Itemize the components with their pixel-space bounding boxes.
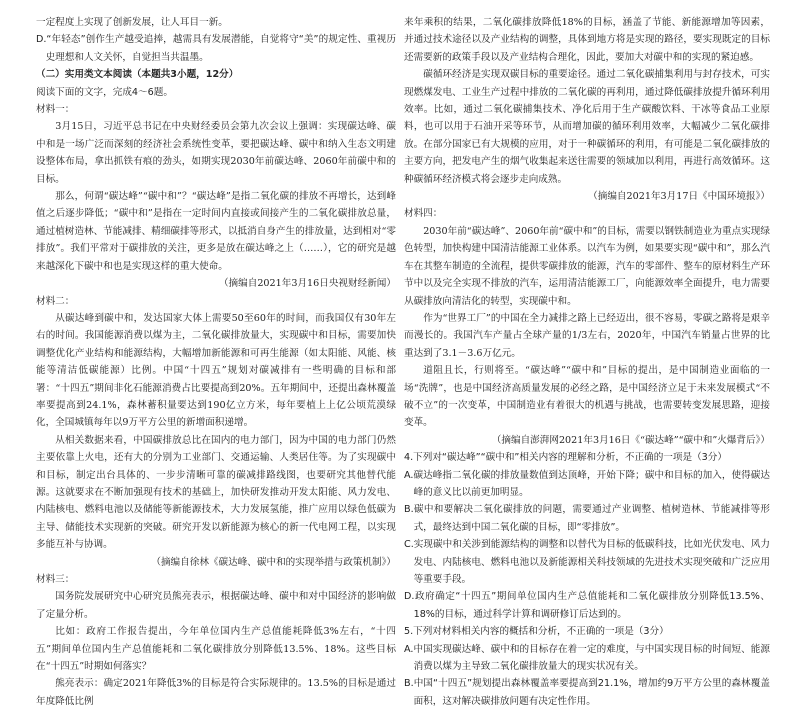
left-paragraph-7: （摘编自2021年3月16日央视财经新闻） xyxy=(218,278,396,290)
right-paragraph-9: A.碳达峰指二氧化碳的排放量数值到达顶峰，开始下降；碳中和目标的加入，使得碳达峰的意义比以前更加明显。 xyxy=(404,469,770,498)
right-paragraph-14: A.中国实现碳达峰、碳中和的目标存在着一定的难度，与中国实现目标的时间短、能源消费以煤为主导致二氧化碳排放量大的现实状况有关。 xyxy=(404,643,770,673)
left-paragraph-1: D.“年轻态”创作生产越受追捧，越需具有发展潜能，自觉将守“美”的规定性、重视历史理想和人文关怀，自觉担当共温墨。 xyxy=(36,34,396,63)
left-paragraph-9: 从碳达峰到碳中和，发达国家大体上需要50至60年的时间，而我国仅有30年左右的时间。我国能源消费以煤为主，二氧化碳排放量大，实现碳中和目标，需要加快调整优化产业结构和能源结构，大幅增加新能源和可再生能源（如太阳能、风能、核能等清洁低碳能源）比例。中国“十四五”规划对碳减排有一些明确的目标和部署：“十四五”期间非化石能源消费占比要提高到20%。五年期间中，还提出森林覆盖率要提高到24.1%，森林蓄积量要达到190亿立方米，每年要植上上亿公顷荒漠绿化，全国城镇每年以9万平方公里的新增面积递增。 xyxy=(36,312,396,429)
right-paragraph-4: 2030年前“碳达峰”、2060年前“碳中和”的目标，需要以钢铁制造业为重点实现绿色转型，加快构建中国清洁能源工业体系。以汽车为例，如果要实现“碳中和”，那么汽车在其整车制造的全流程，提供零碳排放的能源，汽车的零部件、整车的原材料生产环节中以及完全实现不排放的汽车，运用清洁能源工厂，向能源效率全面提升，电力需要从碳排放向清洁化的转型，实现碳中和。 xyxy=(404,225,770,307)
right-column xyxy=(404,14,770,710)
left-column xyxy=(36,14,396,710)
left-paragraph-4: 材料一： xyxy=(36,104,75,116)
left-paragraph-13: 国务院发展研究中心研究员熊亮表示，根据碳达峰、碳中和对中国经济的影响做了定量分析。 xyxy=(36,591,396,620)
right-paragraph-11: C.实现碳中和关涉到能源结构的调整和以替代为目标的低碳科技，比如光伏发电、风力发电、内陆核电、燃料电池以及新能源相关科技领域的先进技术实现突破和广泛应用等重要手段。 xyxy=(404,539,770,585)
left-paragraph-8: 材料二： xyxy=(36,295,75,307)
left-paragraph-6: 那么，何谓“碳达峰”“碳中和”？“碳达峰”是指二氧化碳的排放不再增长，达到峰值之后逐步降低；“碳中和”是指在一定时间内直接或间接产生的二氧化碳排放总量，通过植树造林、节能减排、精细碳排等形式，以抵消自身产生的排放量，达到相对“零排放”。我们平常对于碳排放的关注，更多是放在碳达峰之上（……），它的研究是越来越深化下碳中和也是实现这样的重大使命。 xyxy=(36,191,396,272)
left-paragraph-3: 阅读下面的文字，完成4～6题。 xyxy=(36,86,173,98)
right-paragraph-2: （摘编自2021年3月17日《中国环境报》） xyxy=(588,191,770,203)
right-paragraph-7: （摘编自澎湃网2021年3月16日《“碳达峰”“碳中和”火爆背后》） xyxy=(491,434,770,446)
left-paragraph-11: （摘编自徐林《碳达峰、碳中和的实现举措与政策机制》） xyxy=(151,556,396,568)
right-paragraph-8: 4.下列对“碳达峰”“碳中和”相关内容的理解和分析，不正确的一项是（3分） xyxy=(404,452,727,464)
right-paragraph-5: 作为“世界工厂”的中国在全力减排之路上已经迈出，很不容易，零碳之路将是艰辛而漫长的。我国汽车产量占全球产量的1/3左右，2020年，中国汽车销量占世界的比重达到了3.1－3.6万亿元。 xyxy=(404,312,770,359)
left-paragraph-15: 熊亮表示：确定2021年降低3%的目标是符合实际规律的。13.5%的目标是通过年度降低比例 xyxy=(36,678,396,707)
right-paragraph-15: B.中国“十四五”规划提出森林覆盖率要提高到21.1%，增加约9万平方公里的森林覆盖面积，这对解决碳排放问题有决定性作用。 xyxy=(404,678,770,707)
right-paragraph-6: 道阻且长，行则将至。“碳达峰”“碳中和”目标的提出，是中国制造业面临的一场“洗牌”，也是中国经济高质量发展的必经之路，是中国经济立足于未来发展模式“不破不立”的一次变革，中国制造业有着很大的机遇与挑战，也需要转变发展思路，迎接变革。 xyxy=(404,365,770,429)
right-paragraph-0: 来年乘积的结果，二氧化碳排放降低18%的目标，涵盖了节能、新能源增加等因素，并通过技术途径以及产业结构的调整，具体到地方将是实现的路径，要实现既定的目标还需要新的政策手段以及产业结构合理化，因此，要加大对碳中和的实现的紧迫感。 xyxy=(404,17,770,63)
left-paragraph-14: 比如：政府工作报告提出，今年单位国内生产总值能耗降低3%左右，“十四五”期间单位国内生产总值能耗和二氧化碳排放分别降低13.5%、18%。这些目标在“十四五”时期如何落实？ xyxy=(36,626,396,673)
left-paragraph-10: 从相关数据来看，中国碳排放总比在国内的电力部门，因为中国的电力部门仍然主要依靠上火电，还有大的分别为工业部门、交通运输、人类居住等。为了实现碳中和目标，制定出台具体的、一步步清晰可靠的碳减排路线图，也要研究其他替代能源。这就要求在不断加强现有技术的基础上，加快研发推动开发太阳能、风力发电、内陆核电、燃料电池以及储能等新能源技术，大力发展氢能，推广应用以绿色低碳为主导、储能技术实现新的突破。研究开发以新能源为核心的新一代电网工程，以实现多能互补与协调。 xyxy=(36,434,396,551)
right-paragraph-1: 碳循环经济是实现双碳目标的重要途径。通过二氧化碳捕集利用与封存技术，可实现燃煤发电、工业生产过程中排放的二氧化碳的再利用，通过降低碳排放提升循环利用效率。比如，通过二氧化碳捕集技术、净化后用于生产碳酸饮料、干冰等食品工业原料，也可以用于石油开采等环节，从而增加碳的循环利用效率，大幅减少二氧化碳排放。在部分国家已有大规模的应用，对于一种碳循环的利用，有可能是二氧化碳排放的主要方向，把发电产生的烟气收集起来送往需要的领域加以利用，再进行高效循环。这种碳循环经济模式将会逐步走向成熟。 xyxy=(404,69,770,185)
left-paragraph-5: 3月15日，习近平总书记在中央财经委员会第九次会议上强调：实现碳达峰、碳中和是一场广泛而深刻的经济社会系统性变革，要把碳达峰、碳中和纳入生态文明建设整体布局，拿出抓铁有痕的劲头，如期实现2030年前碳达峰、2060年前碳中和的目标。 xyxy=(36,121,396,185)
right-paragraph-13: 5.下列对材料相关内容的概括和分析，不正确的一项是（3分） xyxy=(404,626,669,638)
left-paragraph-12: 材料三： xyxy=(36,574,75,585)
left-paragraph-2: （二）实用类文本阅读（本题共3小题，12分） xyxy=(36,69,239,81)
right-paragraph-3: 材料四： xyxy=(404,208,443,220)
right-paragraph-12: D.政府确定“十四五”期间单位国内生产总值能耗和二氧化碳排放分别降低13.5%、18%的目标，通过科学计算和调研修订后达到的。 xyxy=(404,591,770,620)
right-paragraph-10: B.碳中和要解决二氧化碳排放的问题，需要通过产业调整、植树造林、节能减排等形式，最终达到中国二氧化碳的目标，即“零排放”。 xyxy=(404,504,770,533)
left-paragraph-0: 一定程度上实现了创新发展，让人耳目一新。 xyxy=(36,17,228,28)
